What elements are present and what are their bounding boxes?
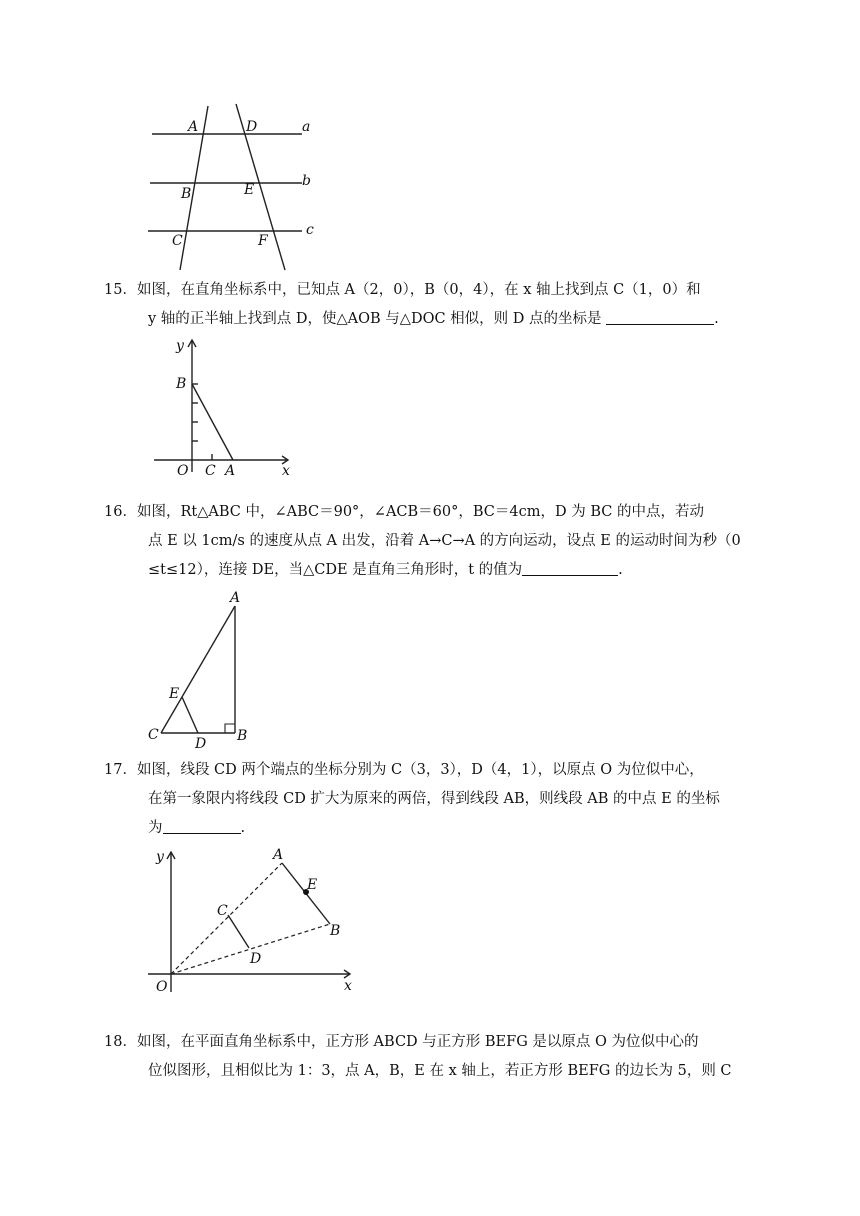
label-y: y [156, 849, 164, 865]
figure-15-coordinate-graph [148, 336, 298, 478]
label-c: c [306, 222, 314, 238]
answer-blank[interactable] [522, 557, 618, 576]
label-A: A [273, 847, 284, 863]
question-15: 15．如图，在直角坐标系中，已知点 A（2，0），B（0，4），在 x 轴上找到点 C（1，0）和 y 轴的正半轴上找到点 D，使△AOB 与△DOC 相似，则 D 点的坐标是 . [104, 282, 719, 327]
label-C: C [217, 903, 228, 919]
label-A: A [230, 590, 241, 606]
label-D: D [250, 951, 262, 967]
label-E: E [244, 182, 255, 198]
figure-17-homothety [144, 842, 364, 998]
label-x: x [282, 463, 290, 479]
question-text: 如图，在直角坐标系中，已知点 A（2，0），B（0，4），在 x 轴上找到点 C（1，0）和 [136, 282, 701, 298]
label-O: O [177, 463, 189, 479]
label-A: A [188, 119, 199, 135]
label-b: b [302, 173, 311, 189]
question-18 [104, 1028, 744, 1086]
right-angle-mark [225, 724, 235, 733]
label-E: E [307, 877, 318, 893]
question-text: 如图，Rt△ABC 中，∠ABC＝90°，∠ACB＝60°，BC＝4cm，D 为 BC 的中点，若动 [136, 504, 704, 520]
answer-blank[interactable] [163, 815, 241, 834]
label-F: F [258, 233, 268, 249]
question-number: 16． [104, 504, 137, 520]
question-number: 15． [104, 282, 137, 298]
answer-blank[interactable] [606, 306, 714, 325]
label-D: D [195, 736, 207, 752]
question-text: 如图，在平面直角坐标系中，正方形 ABCD 与正方形 BEFG 是以原点 O 为位似中心的 [136, 1034, 699, 1050]
label-B: B [176, 376, 187, 392]
side-AC [161, 606, 235, 733]
question-text: 在第一象限内将线段 CD 扩大为原来的两倍，得到线段 AB，则线段 AB 的中点 E 的坐标 [148, 791, 720, 807]
question-number: 17． [104, 762, 137, 778]
label-x: x [344, 978, 352, 994]
label-D: D [246, 119, 258, 135]
segment-AB [192, 384, 233, 460]
label-O: O [156, 979, 168, 995]
question-text: 点 E 以 1cm/s 的速度从点 A 出发，沿着 A→C→A 的方向运动，设点 E 的运动时间为秒（0 [148, 533, 741, 549]
figure-16-right-triangle [140, 586, 260, 752]
label-C: C [148, 727, 159, 743]
question-number: 18． [104, 1034, 137, 1050]
question-16: 16．如图，Rt△ABC 中，∠ABC＝90°，∠ACB＝60°，BC＝4cm，D 为 BC 的中点，若动 点 E 以 1cm/s 的速度从点 A 出发，沿着 A→C→A 的方向运动，设点 E 的运动时间为秒（0 ≤t≤12），连接 DE，当△CDE 是直角三角形时，t 的值为 . [104, 504, 741, 578]
label-B: B [237, 728, 248, 744]
label-C: C [205, 463, 216, 479]
question-text: 如图，线段 CD 两个端点的坐标分别为 C（3，3），D（4，1），以原点 O 为位似中心， [136, 762, 704, 778]
question-17: 17．如图，线段 CD 两个端点的坐标分别为 C（3，3），D（4，1），以原点 O 为位似中心， 在第一象限内将线段 CD 扩大为原来的两倍，得到线段 AB，则线段 AB 的中点 E 的坐标 为 . [104, 762, 720, 836]
question-text: ≤t≤12），连接 DE，当△CDE 是直角三角形时，t 的值为 [148, 562, 523, 578]
label-E: E [169, 686, 180, 702]
label-B: B [181, 186, 192, 202]
label-C: C [172, 233, 183, 249]
segment-DE [182, 697, 198, 733]
segment-CD [228, 915, 249, 948]
question-text: 为 [148, 820, 163, 836]
label-a: a [302, 119, 311, 135]
label-y: y [176, 338, 184, 354]
question-text: 位似图形，且相似比为 1：3，点 A，B，E 在 x 轴上，若正方形 BEFG 的边长为 5，则 C [148, 1063, 732, 1079]
label-B: B [330, 923, 341, 939]
figure-14-parallel-lines [140, 98, 340, 276]
question-text: y 轴的正半轴上找到点 D，使△AOB 与△DOC 相似，则 D 点的坐标是 [148, 311, 602, 327]
label-A: A [225, 463, 236, 479]
